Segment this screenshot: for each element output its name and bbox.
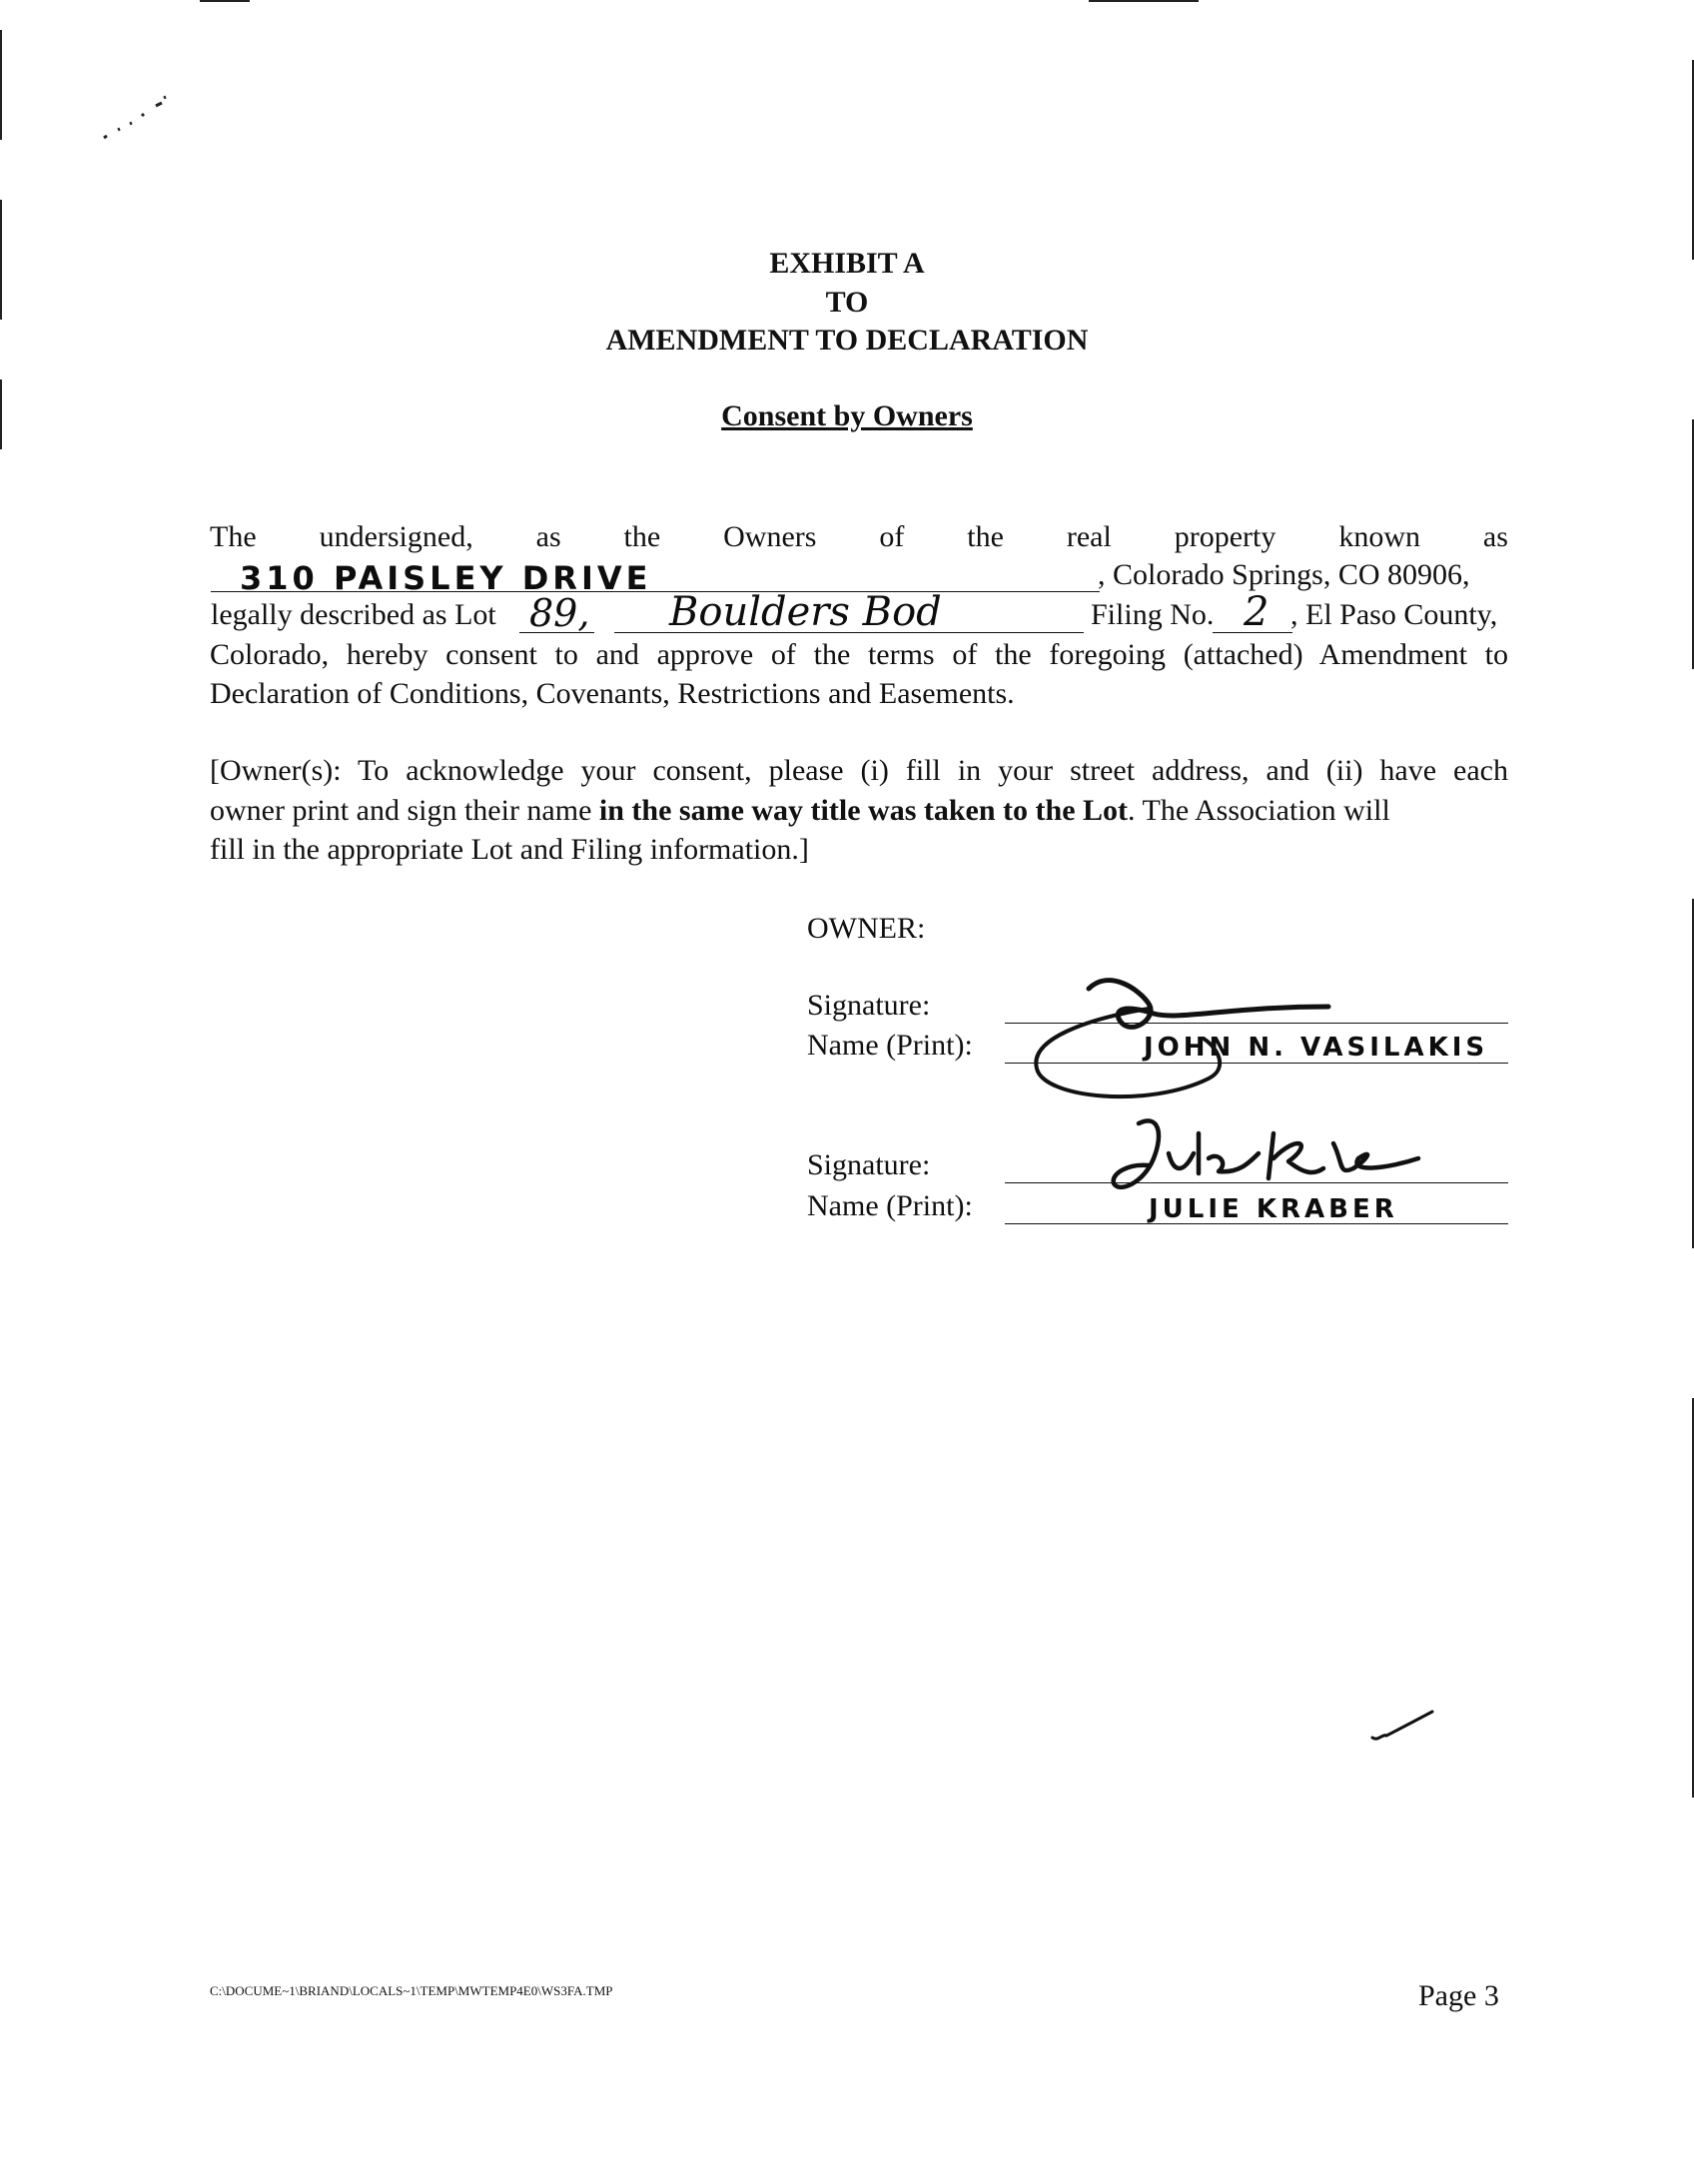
paragraph2-line2 bbox=[210, 791, 1508, 830]
word: The bbox=[210, 520, 257, 553]
section-subtitle: Consent by Owners bbox=[721, 399, 973, 432]
exhibit-title: EXHIBIT A bbox=[769, 247, 925, 280]
check-mark bbox=[1368, 1708, 1438, 1748]
street-address-value: 310 PAISLEY DRIVE bbox=[240, 559, 652, 597]
owner1-signature-label: Signature: bbox=[807, 989, 931, 1022]
word: property bbox=[1174, 520, 1276, 553]
paragraph1-line4: Colorado, hereby consent to and approve of the terms of the foregoing (attached) Amendment to bbox=[210, 638, 1508, 671]
word: known bbox=[1338, 520, 1420, 553]
owner2-signature-label: Signature: bbox=[807, 1148, 931, 1181]
owner1-printed-name: JOHN N. VASILAKIS bbox=[1144, 1033, 1489, 1063]
paragraph2-line1: [Owner(s): To acknowledge your consent, please (i) fill in your street address, and (ii) have each bbox=[210, 754, 1508, 787]
owner2-signature bbox=[1099, 1113, 1438, 1233]
exhibit-title-to: TO bbox=[825, 286, 869, 319]
word: undersigned, bbox=[319, 520, 473, 553]
owner1-signature bbox=[1029, 959, 1348, 1118]
word: the bbox=[967, 520, 1004, 553]
owner2-name-label: Name (Print): bbox=[807, 1189, 973, 1222]
word: as bbox=[535, 520, 561, 553]
page-number: Page 3 bbox=[1418, 1979, 1499, 2012]
lot-number-value: 89, bbox=[529, 591, 590, 635]
paragraph1-line5: Declaration of Conditions, Covenants, Restrictions and Easements. bbox=[210, 677, 1015, 710]
exhibit-title-amendment: AMENDMENT TO DECLARATION bbox=[605, 324, 1089, 357]
speck-marks bbox=[100, 80, 200, 150]
legal-description-label: legally described as Lot bbox=[211, 598, 496, 631]
scan-edge-mark bbox=[1089, 0, 1199, 2]
instruction-text-end: . The Association will bbox=[1128, 794, 1390, 827]
footer-file-path: C:\DOCUME~1\BRIAND\LOCALS~1\TEMP\MWTEMP4E0\WS3FA.TMP bbox=[210, 1983, 613, 1998]
instruction-emphasis: in the same way title was taken to the Lot bbox=[598, 794, 1129, 827]
word: of bbox=[879, 520, 905, 553]
paragraph1-line1 bbox=[210, 517, 1508, 556]
city-state-zip: , Colorado Springs, CO 80906, bbox=[1098, 558, 1470, 591]
subdivision-value: Boulders Bod bbox=[669, 589, 942, 635]
word: as bbox=[1482, 520, 1508, 553]
filing-label: Filing No. bbox=[1091, 598, 1215, 631]
word: Owners bbox=[723, 520, 817, 553]
word: real bbox=[1066, 520, 1112, 553]
paragraph2-line3: fill in the appropriate Lot and Filing information.] bbox=[210, 833, 809, 866]
owner1-name-label: Name (Print): bbox=[807, 1029, 973, 1062]
owner2-printed-name: JULIE KRABER bbox=[1149, 1194, 1398, 1224]
instruction-text: owner print and sign their name bbox=[210, 794, 599, 827]
filing-number-value: 2 bbox=[1244, 589, 1270, 635]
word: the bbox=[623, 520, 661, 553]
county-text: , El Paso County, bbox=[1290, 598, 1498, 631]
scan-edge-mark bbox=[0, 30, 2, 140]
owner-heading: OWNER: bbox=[807, 912, 926, 945]
scan-edge-mark bbox=[200, 0, 250, 2]
